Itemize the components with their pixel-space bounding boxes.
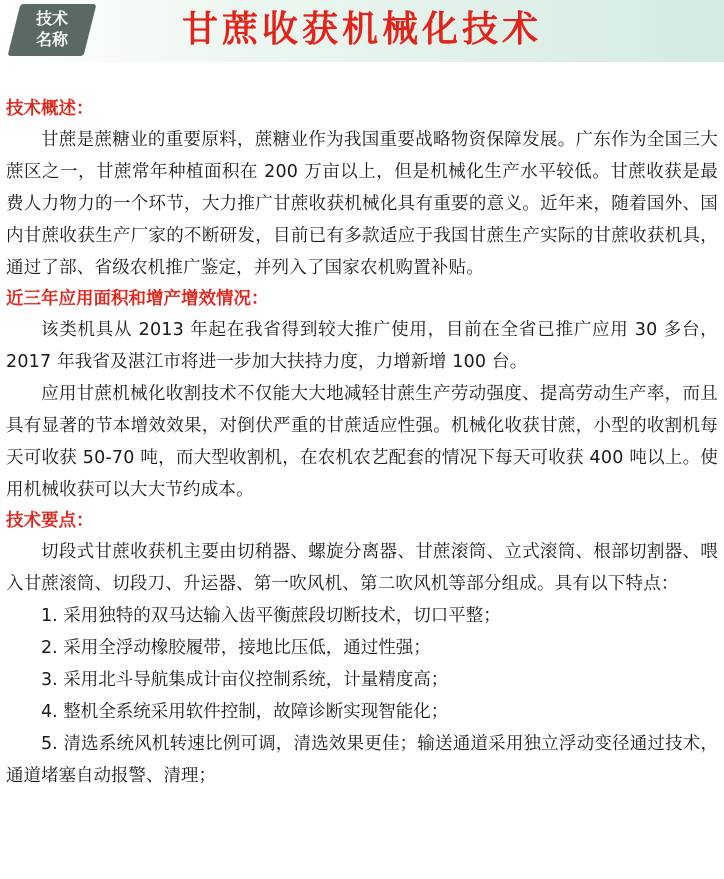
badge-line-2: 名称 — [35, 30, 68, 49]
application-paragraph-2: 应用甘蔗机械化收割技术不仅能大大地减轻甘蔗生产劳动强度、提高劳动生产率，而且具有显著的节本增效效果，对倒伏严重的甘蔗适应性强。机械化收获甘蔗，小型的收割机每天可收获 50-70 吨，而大型收割机，在农机农艺配套的情况下每天可收获 400 吨以上。使用机械收获可以大大节约成本。 — [6, 384, 718, 500]
list-item: 1. 采用独特的双马达输入齿平衡蔗段切断技术，切口平整； — [41, 606, 501, 626]
header-banner — [0, 0, 724, 62]
list-item: 3. 采用北斗导航集成计亩仪控制系统，计量精度高； — [41, 670, 449, 690]
overview-paragraph: 甘蔗是蔗糖业的重要原料，蔗糖业作为我国重要战略物资保障发展。广东作为全国三大蔗区之一，甘蔗常年种植面积在 200 万亩以上，但是机械化生产水平较低。甘蔗收获是最费人力物力的一个环节，大力推广甘蔗收获机械化具有重要的意义。近年来，随着国外、国内甘蔗收获生产厂家的不断研发，目前已有多款适应于我国甘蔗生产实际的甘蔗收获机具，通过了部、省级农机推广鉴定，并列入了国家农机购置补贴。 — [6, 130, 718, 278]
section-heading-application: 近三年应用面积和增产增效情况： — [6, 289, 269, 309]
badge-line-1: 技术 — [35, 9, 68, 28]
application-paragraph-1: 该类机具从 2013 年起在我省得到较大推广使用，目前在全省已推广应用 30 多台，2017 年我省及湛江市将进一步加大扶持力度，力增新增 100 台。 — [6, 320, 718, 372]
page-title: 甘蔗收获机械化技术 — [181, 8, 542, 50]
list-item: 2. 采用全浮动橡胶履带，接地比压低，通过性强； — [41, 638, 431, 658]
list-item: 5. 清选系统风机转速比例可调，清选效果更佳；输送通道采用独立浮动变径通过技术，通道堵塞自动报警、清理； — [6, 734, 718, 786]
section-heading-overview: 技术概述： — [6, 99, 94, 119]
key-points-paragraph: 切段式甘蔗收获机主要由切稍器、螺旋分离器、甘蔗滚筒、立式滚筒、根部切割器、喂入甘蔗滚筒、切段刀、升运器、第一吹风机、第二吹风机等部分组成。具有以下特点： — [6, 542, 718, 594]
section-heading-key-points: 技术要点： — [6, 511, 94, 531]
list-item: 4. 整机全系统采用软件控制，故障诊断实现智能化； — [41, 702, 449, 722]
document-body — [6, 94, 718, 792]
